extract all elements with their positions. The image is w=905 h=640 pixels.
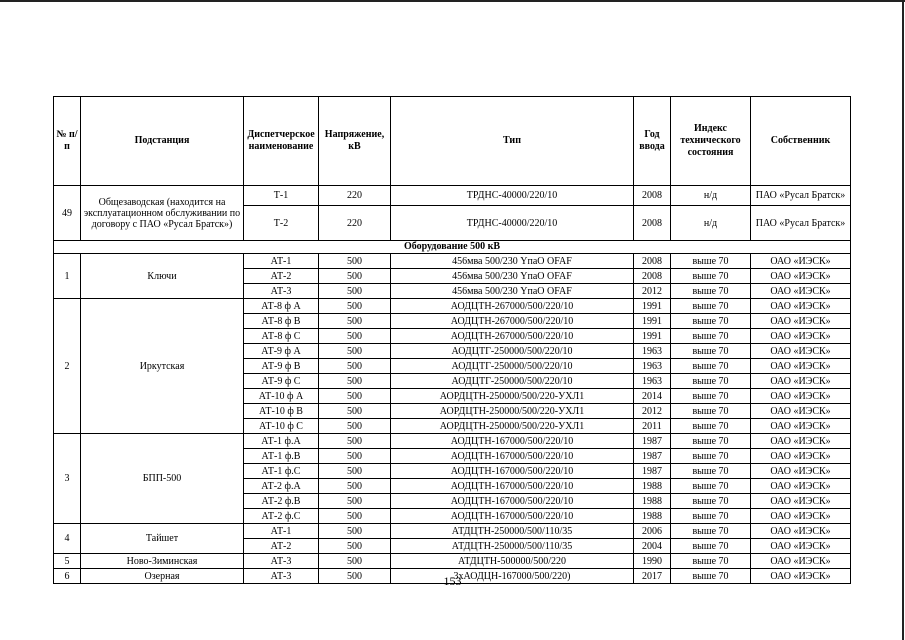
- condition-index: выше 70: [671, 554, 751, 569]
- condition-index: выше 70: [671, 404, 751, 419]
- owner: ОАО «ИЭСК»: [751, 269, 851, 284]
- row-num: 6: [54, 569, 81, 584]
- owner: ОАО «ИЭСК»: [751, 299, 851, 314]
- year: 1963: [634, 344, 671, 359]
- year: 2008: [634, 206, 671, 241]
- header-row: [54, 97, 851, 186]
- dispatch-name: АТ-2: [244, 269, 319, 284]
- equipment-type: АОРДЦТН-250000/500/220-УХЛ1: [391, 404, 634, 419]
- voltage: 500: [319, 314, 391, 329]
- dispatch-name: АТ-8 ф В: [244, 314, 319, 329]
- year: 1991: [634, 329, 671, 344]
- condition-index: выше 70: [671, 479, 751, 494]
- dispatch-name: АТ-2 ф.В: [244, 494, 319, 509]
- condition-index: выше 70: [671, 299, 751, 314]
- owner: ОАО «ИЭСК»: [751, 464, 851, 479]
- voltage: 500: [319, 269, 391, 284]
- owner: ОАО «ИЭСК»: [751, 554, 851, 569]
- voltage: 500: [319, 554, 391, 569]
- condition-index: выше 70: [671, 539, 751, 554]
- year: 2011: [634, 419, 671, 434]
- voltage: 500: [319, 524, 391, 539]
- year: 1988: [634, 479, 671, 494]
- dispatch-name: АТ-2 ф.А: [244, 479, 319, 494]
- table-row: [54, 254, 851, 269]
- dispatch-name: АТ-10 ф А: [244, 389, 319, 404]
- page-number: 153: [443, 574, 462, 588]
- voltage: 500: [319, 344, 391, 359]
- equipment-type: АТДЦТН-500000/500/220: [391, 554, 634, 569]
- equipment-type: 456мва 500/230 YпаO OFAF: [391, 284, 634, 299]
- year: 1991: [634, 299, 671, 314]
- dispatch-name: АТ-9 ф А: [244, 344, 319, 359]
- equipment-type: АОРДЦТН-250000/500/220-УХЛ1: [391, 389, 634, 404]
- owner: ОАО «ИЭСК»: [751, 284, 851, 299]
- table-row: [54, 299, 851, 314]
- voltage: 500: [319, 359, 391, 374]
- voltage: 500: [319, 374, 391, 389]
- equipment-type: АТДЦТН-250000/500/110/35: [391, 524, 634, 539]
- row-num: 5: [54, 554, 81, 569]
- condition-index: выше 70: [671, 449, 751, 464]
- year: 2006: [634, 524, 671, 539]
- dispatch-name: АТ-8 ф С: [244, 329, 319, 344]
- equipment-type: АОДЦТН-267000/500/220/10: [391, 329, 634, 344]
- year: 1988: [634, 509, 671, 524]
- voltage: 500: [319, 569, 391, 584]
- equipment-type: 456мва 500/230 YпаO OFAF: [391, 269, 634, 284]
- year: 2004: [634, 539, 671, 554]
- year: 2008: [634, 254, 671, 269]
- dispatch-name: АТ-10 ф В: [244, 404, 319, 419]
- equipment-type: АОДЦТН-267000/500/220/10: [391, 314, 634, 329]
- header-index: Индекс технического состояния: [671, 97, 751, 186]
- dispatch-name: АТ-1: [244, 524, 319, 539]
- row-num: 1: [54, 254, 81, 299]
- year: 2008: [634, 186, 671, 206]
- header-year: Год ввода: [634, 97, 671, 186]
- owner: ОАО «ИЭСК»: [751, 509, 851, 524]
- year: 1988: [634, 494, 671, 509]
- dispatch-name: Т-1: [244, 186, 319, 206]
- condition-index: выше 70: [671, 284, 751, 299]
- condition-index: выше 70: [671, 329, 751, 344]
- voltage: 500: [319, 449, 391, 464]
- voltage: 500: [319, 299, 391, 314]
- voltage: 500: [319, 404, 391, 419]
- year: 1963: [634, 374, 671, 389]
- owner: ОАО «ИЭСК»: [751, 539, 851, 554]
- dispatch-name: АТ-2: [244, 539, 319, 554]
- voltage: 500: [319, 479, 391, 494]
- owner: ОАО «ИЭСК»: [751, 479, 851, 494]
- condition-index: н/д: [671, 186, 751, 206]
- scan-edge-right: [902, 0, 904, 640]
- condition-index: выше 70: [671, 254, 751, 269]
- equipment-type: АОДЦТН-167000/500/220/10: [391, 494, 634, 509]
- voltage: 500: [319, 419, 391, 434]
- dispatch-name: АТ-2 ф.С: [244, 509, 319, 524]
- year: 1990: [634, 554, 671, 569]
- equipment-type: АОДЦТГ-250000/500/220/10: [391, 359, 634, 374]
- voltage: 500: [319, 434, 391, 449]
- header-dispatch: Диспетчерское наименование: [244, 97, 319, 186]
- owner: ОАО «ИЭСК»: [751, 344, 851, 359]
- owner: ПАО «Русал Братск»: [751, 186, 851, 206]
- substation-name: Озерная: [81, 569, 244, 584]
- row-num: 2: [54, 299, 81, 434]
- dispatch-name: АТ-1 ф.С: [244, 464, 319, 479]
- equipment-type: АОДЦТН-267000/500/220/10: [391, 299, 634, 314]
- table-row: [54, 554, 851, 569]
- equipment-type: АОДЦТН-167000/500/220/10: [391, 449, 634, 464]
- owner: ОАО «ИЭСК»: [751, 404, 851, 419]
- year: 2017: [634, 569, 671, 584]
- row-num: 49: [54, 186, 81, 241]
- row-num: 4: [54, 524, 81, 554]
- voltage: 500: [319, 284, 391, 299]
- equipment-type: ТРДНС-40000/220/10: [391, 206, 634, 241]
- condition-index: выше 70: [671, 269, 751, 284]
- owner: ОАО «ИЭСК»: [751, 569, 851, 584]
- owner: ОАО «ИЭСК»: [751, 449, 851, 464]
- owner: ОАО «ИЭСК»: [751, 524, 851, 539]
- substation-name: Общезаводская (находится на эксплуатационном обслуживании по договору с ПАО «Русал Братск»): [81, 186, 244, 241]
- equipment-type: 456мва 500/230 YпаO OFAF: [391, 254, 634, 269]
- owner: ОАО «ИЭСК»: [751, 329, 851, 344]
- condition-index: выше 70: [671, 374, 751, 389]
- owner: ОАО «ИЭСК»: [751, 419, 851, 434]
- voltage: 500: [319, 539, 391, 554]
- section-row: [54, 241, 851, 254]
- dispatch-name: АТ-1 ф.В: [244, 449, 319, 464]
- dispatch-name: АТ-9 ф С: [244, 374, 319, 389]
- owner: ОАО «ИЭСК»: [751, 389, 851, 404]
- condition-index: н/д: [671, 206, 751, 241]
- dispatch-name: АТ-8 ф А: [244, 299, 319, 314]
- equipment-type: АОРДЦТН-250000/500/220-УХЛ1: [391, 419, 634, 434]
- dispatch-name: АТ-3: [244, 569, 319, 584]
- year: 1987: [634, 434, 671, 449]
- condition-index: выше 70: [671, 434, 751, 449]
- year: 2012: [634, 284, 671, 299]
- equipment-type: АОДЦТН-167000/500/220/10: [391, 509, 634, 524]
- owner: ОАО «ИЭСК»: [751, 254, 851, 269]
- header-substation: Подстанция: [81, 97, 244, 186]
- equipment-type: АТДЦТН-250000/500/110/35: [391, 539, 634, 554]
- year: 1963: [634, 359, 671, 374]
- voltage: 220: [319, 206, 391, 241]
- voltage: 500: [319, 254, 391, 269]
- equipment-type: АОДЦТН-167000/500/220/10: [391, 464, 634, 479]
- year: 1991: [634, 314, 671, 329]
- table-row: [54, 434, 851, 449]
- condition-index: выше 70: [671, 389, 751, 404]
- header-owner: Собственник: [751, 97, 851, 186]
- condition-index: выше 70: [671, 344, 751, 359]
- voltage: 500: [319, 464, 391, 479]
- substation-name: Иркутская: [81, 299, 244, 434]
- header-voltage: Напряжение, кВ: [319, 97, 391, 186]
- owner: ОАО «ИЭСК»: [751, 374, 851, 389]
- voltage: 220: [319, 186, 391, 206]
- dispatch-name: АТ-1: [244, 254, 319, 269]
- year: 1987: [634, 449, 671, 464]
- substation-name: Ново-Зиминская: [81, 554, 244, 569]
- condition-index: выше 70: [671, 359, 751, 374]
- dispatch-name: АТ-10 ф С: [244, 419, 319, 434]
- year: 2008: [634, 269, 671, 284]
- header-num: № п/п: [54, 97, 81, 186]
- condition-index: выше 70: [671, 509, 751, 524]
- equipment-type: ТРДНС-40000/220/10: [391, 186, 634, 206]
- year: 1987: [634, 464, 671, 479]
- header-type: Тип: [391, 97, 634, 186]
- year: 2014: [634, 389, 671, 404]
- owner: ОАО «ИЭСК»: [751, 314, 851, 329]
- section-title: Оборудование 500 кВ: [54, 241, 851, 254]
- year: 2012: [634, 404, 671, 419]
- equipment-type: АОДЦТН-167000/500/220/10: [391, 479, 634, 494]
- condition-index: выше 70: [671, 524, 751, 539]
- substation-name: Ключи: [81, 254, 244, 299]
- condition-index: выше 70: [671, 419, 751, 434]
- condition-index: выше 70: [671, 314, 751, 329]
- equipment-type: 3хАОДЦН-167000/500/220): [391, 569, 634, 584]
- scan-edge-top: [0, 0, 905, 2]
- condition-index: выше 70: [671, 464, 751, 479]
- owner: ОАО «ИЭСК»: [751, 359, 851, 374]
- voltage: 500: [319, 329, 391, 344]
- equipment-type: АОДЦТН-167000/500/220/10: [391, 434, 634, 449]
- equipment-table: [53, 96, 851, 584]
- voltage: 500: [319, 509, 391, 524]
- dispatch-name: АТ-3: [244, 554, 319, 569]
- equipment-type: АОДЦТГ-250000/500/220/10: [391, 344, 634, 359]
- owner: ОАО «ИЭСК»: [751, 494, 851, 509]
- dispatch-name: АТ-9 ф В: [244, 359, 319, 374]
- row-num: 3: [54, 434, 81, 524]
- substation-name: БПП-500: [81, 434, 244, 524]
- dispatch-name: АТ-3: [244, 284, 319, 299]
- voltage: 500: [319, 494, 391, 509]
- condition-index: выше 70: [671, 569, 751, 584]
- owner: ОАО «ИЭСК»: [751, 434, 851, 449]
- dispatch-name: Т-2: [244, 206, 319, 241]
- condition-index: выше 70: [671, 494, 751, 509]
- table-row: [54, 524, 851, 539]
- equipment-type: АОДЦТГ-250000/500/220/10: [391, 374, 634, 389]
- substation-name: Тайшет: [81, 524, 244, 554]
- owner: ПАО «Русал Братск»: [751, 206, 851, 241]
- table-row: [54, 186, 851, 206]
- dispatch-name: АТ-1 ф.А: [244, 434, 319, 449]
- voltage: 500: [319, 389, 391, 404]
